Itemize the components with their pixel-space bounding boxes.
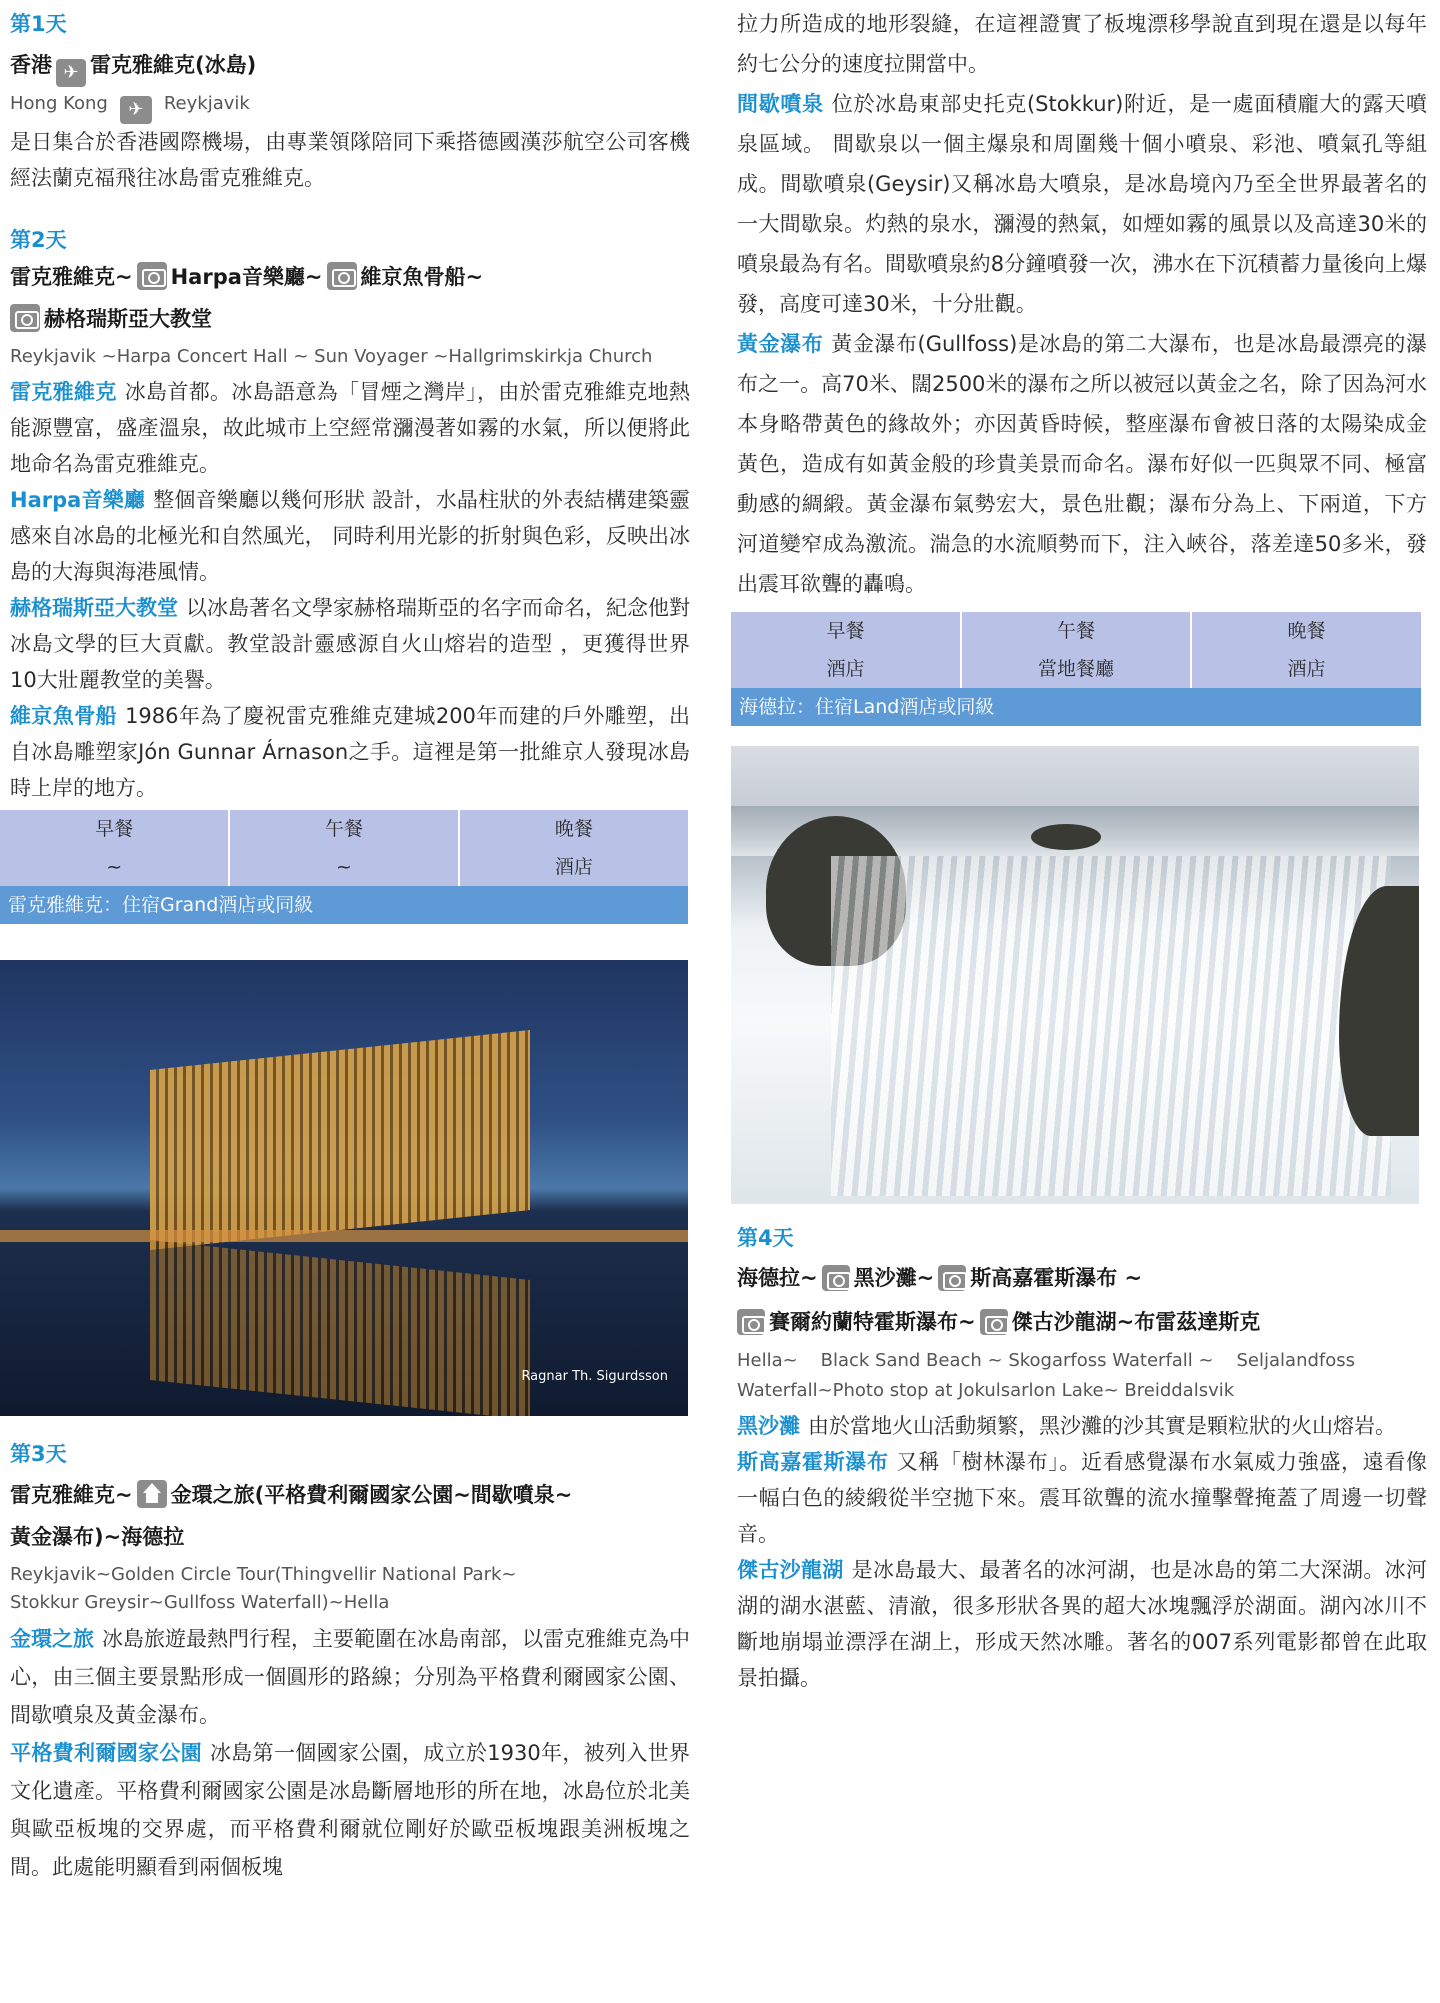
item-title: Harpa音樂廳 <box>10 488 146 512</box>
day4-label: 第4天 <box>737 1226 794 1250</box>
item-text: 冰島旅遊最熱門行程，主要範圍在冰島南部，以雷克雅維克為中心，由三個主要景點形成一個圓形的路線；分別為平格費利爾國家公園、間歇噴泉及黃金瀑布。 <box>10 1627 690 1727</box>
day3-route-a: 雷克雅維克~ <box>10 1483 133 1507</box>
item-title: 間歇噴泉 <box>737 92 824 116</box>
day4-route-c: 斯高嘉霍斯瀑布 ~ <box>970 1266 1143 1290</box>
day4-route <box>737 1256 1427 1344</box>
day4-route-en-1: Hella~ Black Sand Beach ~ Skogarfoss Waterfall ~ Seljalandfoss <box>737 1350 1356 1371</box>
camera-icon <box>737 1309 765 1335</box>
camera-icon <box>980 1309 1008 1335</box>
item-text: 黃金瀑布(Gullfoss)是冰島的第二大瀑布，也是冰島最漂亮的瀑布之一。高70米、闊2500米的瀑布之所以被冠以黃金之名，除了因為河水本身略帶黃色的緣故外；亦因黃昏時候，整座瀑布會被日落的太陽染成金黃色，造成有如黃金般的珍貴美景而命名。瀑布好似一匹與眾不同、極富動感的綢緞。黃金瀑布氣勢宏大，景色壯觀；瀑布分為上、下兩道，下方河道變窄成為激流。湍急的水流順勢而下，注入峽谷，落差達50多米，發出震耳欲聾的轟鳴。 <box>737 332 1428 596</box>
meal-header-lunch: 午餐 <box>229 810 458 848</box>
day3-hotel: 海德拉：住宿Land酒店或同級 <box>731 688 1421 726</box>
day3-route-b: 金環之旅(平格費利爾國家公園~間歇噴泉~ <box>170 1483 573 1507</box>
day3-route-en-2: Stokkur Greysir~Gullfoss Waterfall)~Hella <box>10 1592 390 1613</box>
day4-route-en-2: Waterfall~Photo stop at Jokulsarlon Lake~ Breiddalsvik <box>737 1380 1235 1401</box>
item-text: 又稱「樹林瀑布」。近看感覺瀑布水氣威力強盛，遠看像一幅白色的綾緞從半空拋下來。震耳欲聾的流水撞擊聲掩蓋了周邊一切聲音。 <box>737 1450 1428 1546</box>
meal-value-breakfast: 酒店 <box>731 650 961 688</box>
camera-icon <box>137 262 167 290</box>
right-column <box>737 0 1427 1696</box>
item-text: 由於當地火山活動頻繁，黑沙灘的沙其實是顆粒狀的火山熔岩。 <box>808 1414 1396 1438</box>
item-text: 是冰島最大、最著名的冰河湖，也是冰島的第二大深湖。冰河湖的湖水湛藍、清澈，很多形狀各異的超大冰塊飄浮於湖面。湖內冰川不斷地崩塌並漂浮在湖上，形成天然冰雕。著名的007系列電影都曾在此取景拍攝。 <box>737 1558 1428 1690</box>
item-title: 雷克雅維克 <box>10 380 117 404</box>
meal-header-dinner: 晚餐 <box>554 818 593 840</box>
item-title: 黑沙灘 <box>737 1414 800 1438</box>
day2-route <box>10 256 690 340</box>
day1-route-en <box>10 87 690 124</box>
day1-description: 是日集合於香港國際機場，由專業領隊陪同下乘搭德國漢莎航空公司客機經法蘭克福飛往冰島雷克雅維克。 <box>10 130 690 190</box>
item-text: 整個音樂廳以幾何形狀 設計，水晶柱狀的外表結構建築靈感來自冰島的北極光和自然風光， 同時利用光影的折射與色彩，反映出冰島的大海與海港風情。 <box>10 488 690 584</box>
day4-item <box>737 1444 1427 1552</box>
house-icon <box>137 1480 167 1508</box>
day4-item <box>737 1552 1427 1696</box>
meal-value-dinner: 酒店 <box>554 856 593 878</box>
harpa-photo <box>0 960 688 1416</box>
photo-credit: Ragnar Th. Sigurdsson <box>521 1369 668 1384</box>
day3-continued-text: 拉力所造成的地形裂縫，在這裡證實了板塊漂移學說直到現在還是以每年約七公分的速度拉開當中。 <box>737 12 1427 76</box>
item-title: 傑古沙龍湖 <box>737 1558 844 1582</box>
item-title: 金環之旅 <box>10 1627 94 1651</box>
day2-item <box>10 590 690 698</box>
day3-route <box>10 1474 690 1558</box>
day1-label: 第1天 <box>10 12 67 36</box>
day4-route-e: 傑古沙龍湖~布雷茲達斯克 <box>1011 1310 1261 1334</box>
day4-route-a: 海德拉~ <box>737 1266 818 1290</box>
meal-header-lunch: 午餐 <box>961 612 1191 650</box>
day1-en-to: Reykjavik <box>163 93 250 114</box>
day3-route-c: 黃金瀑布)~海德拉 <box>10 1525 185 1549</box>
meal-value-lunch: ~ <box>229 848 458 886</box>
day2-item <box>10 374 690 482</box>
harpa-water-line <box>0 1230 688 1242</box>
meal-header-breakfast: 早餐 <box>731 612 961 650</box>
day3-item <box>10 1734 690 1886</box>
day2-route-c: 維京魚骨船~ <box>360 265 484 289</box>
day3-item <box>737 324 1427 604</box>
item-title: 赫格瑞斯亞大教堂 <box>10 596 178 620</box>
item-title: 斯高嘉霍斯瀑布 <box>737 1450 889 1474</box>
day1-en-from: Hong Kong <box>10 93 108 114</box>
camera-icon <box>327 262 357 290</box>
day2-meal-table <box>0 810 688 886</box>
falls-mist-shape <box>831 856 1391 1196</box>
day2-hotel: 雷克雅維克：住宿Grand酒店或同級 <box>0 886 688 924</box>
airplane-icon: ✈ <box>56 59 86 87</box>
harpa-reflection-shape <box>150 1240 530 1416</box>
day2-route-en: Reykjavik ~Harpa Concert Hall ~ Sun Voyager ~Hallgrimskirkja Church <box>10 346 653 367</box>
day4-item <box>737 1408 1427 1444</box>
waterfall-photo <box>731 746 1419 1204</box>
airplane-icon: ✈ <box>120 96 152 124</box>
item-title: 維京魚骨船 <box>10 704 118 728</box>
item-text: 以冰島著名文學家赫格瑞斯亞的名字而命名，紀念他對冰島文學的巨大貢獻。教堂設計靈感源自火山熔岩的造型 ，更獲得世界10大壯麗教堂的美譽。 <box>10 596 690 692</box>
meal-value-breakfast: ~ <box>0 848 229 886</box>
day3-label: 第3天 <box>10 1442 67 1466</box>
day2-item <box>10 698 690 806</box>
day3-route-en-1: Reykjavik~Golden Circle Tour(Thingvellir National Park~ <box>10 1564 517 1585</box>
day2-route-a: 雷克雅維克~ <box>10 265 133 289</box>
day4-route-b: 黑沙灘~ <box>853 1266 935 1290</box>
day1-route-from: 香港 <box>10 53 52 77</box>
left-column <box>10 0 690 1886</box>
meal-header-breakfast: 早餐 <box>0 810 229 848</box>
day3-item <box>10 1620 690 1734</box>
camera-icon <box>938 1265 966 1291</box>
item-text: 位於冰島東部史托克(Stokkur)附近，是一處面積龐大的露天噴泉區域。 間歇泉以一個主爆泉和周圍幾十個小噴泉、彩池、噴氣孔等組成。間歇噴泉(Geysir)又稱冰島大噴泉，是冰島境內乃至全世界最著名的一大間歇泉。灼熱的泉水，瀰漫的熱氣，如煙如霧的風景以及高達30米的噴泉最為有名。間歇噴泉約8分鐘噴發一次，沸水在下沉積蓄力量後向上爆發，高度可達30米，十分壯觀。 <box>737 92 1428 316</box>
day4-route-d: 賽爾約蘭特霍斯瀑布~ <box>769 1310 976 1334</box>
day3-meal-table <box>731 612 1421 688</box>
day1-route <box>10 44 690 87</box>
item-text: 1986年為了慶祝雷克雅維克建城200年而建的戶外雕塑，出自冰島雕塑家Jón Gunnar Árnason之手。這裡是第一批維京人發現冰島時上岸的地方。 <box>10 704 691 800</box>
meal-value-lunch: 當地餐廳 <box>961 650 1191 688</box>
camera-icon <box>10 304 40 332</box>
item-title: 平格費利爾國家公園 <box>10 1741 202 1765</box>
day1-route-to: 雷克雅維克(冰島) <box>90 53 257 77</box>
day2-item <box>10 482 690 590</box>
harpa-building-shape <box>150 1030 530 1250</box>
item-text: 冰島第一個國家公園，成立於1930年，被列入世界文化遺產。平格費利爾國家公園是冰島斷層地形的所在地，冰島位於北美與歐亞板塊的交界處，而平格費利爾就位剛好於歐亞板塊跟美洲板塊之間。此處能明顯看到兩個板塊 <box>10 1741 690 1879</box>
item-text: 冰島首都。冰島語意為「冒煙之灣岸」，由於雷克雅維克地熱能源豐富，盛產溫泉，故此城市上空經常瀰漫著如霧的水氣，所以便將此地命名為雷克雅維克。 <box>10 380 691 476</box>
day2-route-b: Harpa音樂廳~ <box>170 265 323 289</box>
day3-item <box>737 84 1427 324</box>
camera-icon <box>822 1265 850 1291</box>
meal-value-dinner: 酒店 <box>1287 658 1326 680</box>
day2-route-d: 赫格瑞斯亞大教堂 <box>44 307 212 331</box>
day2-label: 第2天 <box>10 228 67 252</box>
falls-rock-middle <box>1031 824 1101 850</box>
meal-header-dinner: 晚餐 <box>1287 620 1326 642</box>
item-title: 黃金瀑布 <box>737 332 824 356</box>
